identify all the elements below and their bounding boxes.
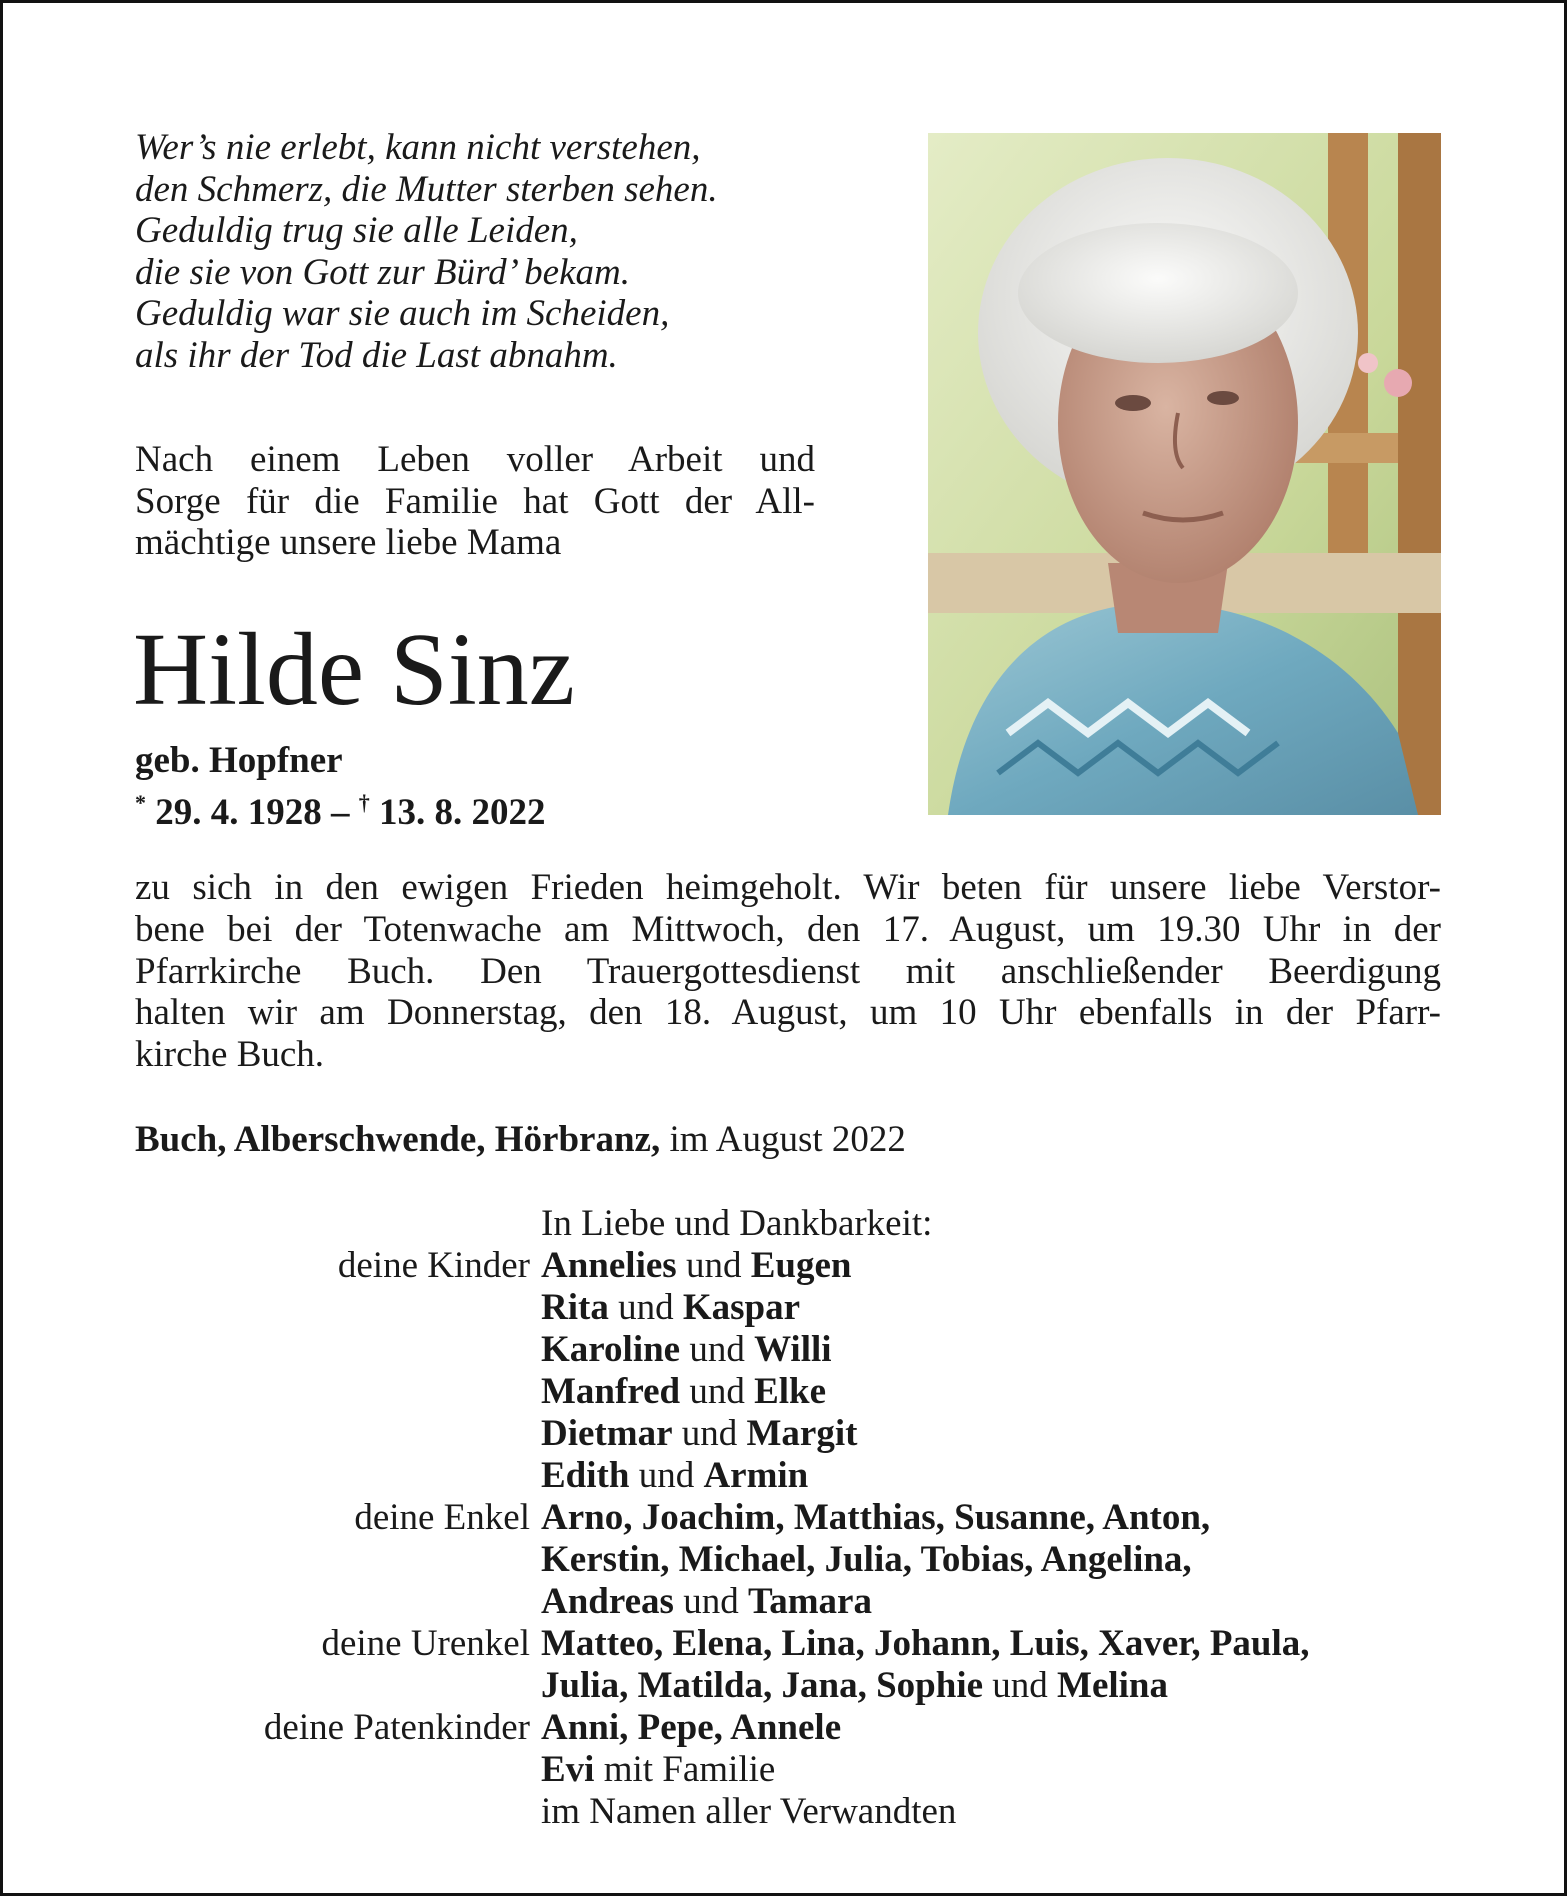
mourner-names [541,1497,1210,1539]
mourner-name: Melina [1057,1665,1169,1706]
death-date: 13. 8. 2022 [379,792,546,833]
poem-line: Geduldig war sie auch im Scheiden, [135,293,670,334]
mourner-name: Julia, Matilda, Jana, Sophie [541,1665,984,1706]
mourner-name: Arno, Joachim, Matthias, Susanne, Anton, [541,1497,1211,1538]
mourner-row [3,1539,1567,1581]
place-and-date [135,1119,906,1161]
body-line: zu sich in den ewigen Frieden heimgeholt. Wir beten für unsere liebe Verstor- [135,867,1441,908]
mourner-name: Tamara [747,1581,872,1622]
connector-text: und [983,1665,1058,1706]
deceased-name: Hilde Sinz [133,612,575,727]
birth-symbol: * [135,790,146,815]
mourner-row [3,1581,1567,1623]
mourner-names [541,1539,1192,1581]
body-line: kirche Buch. [135,1034,325,1076]
mourner-row [3,1287,1567,1329]
mourner-name: Elke [754,1371,827,1412]
mourner-row [3,1665,1567,1707]
mourner-names [541,1287,800,1329]
relation-label: deine Urenkel [321,1623,530,1664]
mourner-names [541,1749,775,1791]
mourner-row [3,1455,1567,1497]
mourner-names [541,1623,1310,1665]
poem [135,127,895,376]
mourner-names [541,1413,857,1455]
notice-date: im August 2022 [669,1119,906,1160]
mourner-names [541,1665,1168,1707]
connector-text: und [629,1455,704,1496]
birth-name: geb. Hopfner [135,740,343,781]
mourner-row [3,1497,1567,1539]
intro-line: Sorge für die Familie hat Gott der All- [135,480,815,522]
mourner-row [3,1623,1567,1665]
mourner-row [3,1791,1567,1833]
poem-line: Geduldig trug sie alle Leiden, [135,210,578,251]
death-symbol: † [358,790,370,815]
locations: Buch, Alberschwende, Hörbranz, [135,1119,661,1160]
date-dash: – [331,792,350,833]
mourner-name: Eugen [750,1245,852,1286]
mourner-name: Andreas [541,1581,674,1622]
mourner-names [541,1581,872,1623]
relation-label: deine Enkel [354,1497,530,1538]
mourner-name: Karoline [541,1329,681,1370]
body-line: halten wir am Donnerstag, den 18. August, um 10 Uhr ebenfalls in der Pfarr- [135,992,1441,1034]
mourner-row [3,1371,1567,1413]
service-details [135,867,1441,1076]
mourner-name: Kerstin, Michael, Julia, Tobias, Angelina, [541,1539,1192,1580]
connector-text: im Namen aller Verwandten [541,1791,957,1832]
intro-line: mächtige unsere liebe Mama [135,522,562,563]
mourner-name: Evi [541,1749,595,1790]
connector-text: und [673,1581,748,1622]
mourner-names [541,1455,808,1497]
body-line: Pfarrkirche Buch. Den Trauergottesdienst mit anschließender Beerdigung [135,950,1441,992]
relation-label: deine Kinder [337,1245,530,1286]
mourner-name: Margit [746,1413,858,1454]
mourner-row [3,1245,1567,1287]
relation-label: deine Patenkinder [263,1707,530,1748]
poem-line: als ihr der Tod die Last abnahm. [135,334,618,376]
mourner-names [541,1245,851,1287]
mourner-row [3,1707,1567,1749]
mourner-names [541,1791,956,1833]
mourner-name: Dietmar [541,1413,673,1454]
connector-text: und [672,1413,747,1454]
mourner-names [541,1329,832,1371]
intro-line: Nach einem Leben voller Arbeit und [135,439,815,480]
mourner-name: Kaspar [682,1287,801,1328]
connector-text: und [676,1245,751,1286]
intro-text [135,439,815,564]
connector-text: mit Familie [594,1749,776,1790]
mourner-row [3,1413,1567,1455]
poem-line: den Schmerz, die Mutter sterben sehen. [135,168,718,210]
mourner-name: Armin [703,1455,809,1496]
connector-text: und [608,1287,683,1328]
body-line: bene bei der Totenwache am Mittwoch, den 17. August, um 19.30 Uhr in der [135,908,1441,950]
thanks-line: In Liebe und Dankbarkeit: [541,1203,933,1244]
birth-date: 29. 4. 1928 [155,792,322,833]
mourner-name: Edith [541,1455,630,1496]
mourner-name: Manfred [541,1371,681,1412]
mourner-row [3,1749,1567,1791]
mourner-name: Rita [541,1287,609,1328]
mourner-name: Willi [754,1329,832,1370]
mourner-names [541,1707,841,1749]
poem-line: die sie von Gott zur Bürd’ bekam. [135,251,630,293]
mourner-name: Matteo, Elena, Lina, Johann, Luis, Xaver, Paula, [541,1623,1310,1664]
connector-text: und [680,1329,755,1370]
mourner-name: Annelies [541,1245,677,1286]
mourner-name: Anni, Pepe, Annele [541,1707,842,1748]
portrait-photo-icon [928,133,1441,815]
poem-line: Wer’s nie erlebt, kann nicht verstehen, [135,127,701,168]
portrait-photo [928,133,1441,815]
mourner-names [541,1371,826,1413]
mourners-list [3,1245,1567,1833]
life-dates [135,783,546,833]
mourner-row [3,1329,1567,1371]
connector-text: und [680,1371,755,1412]
